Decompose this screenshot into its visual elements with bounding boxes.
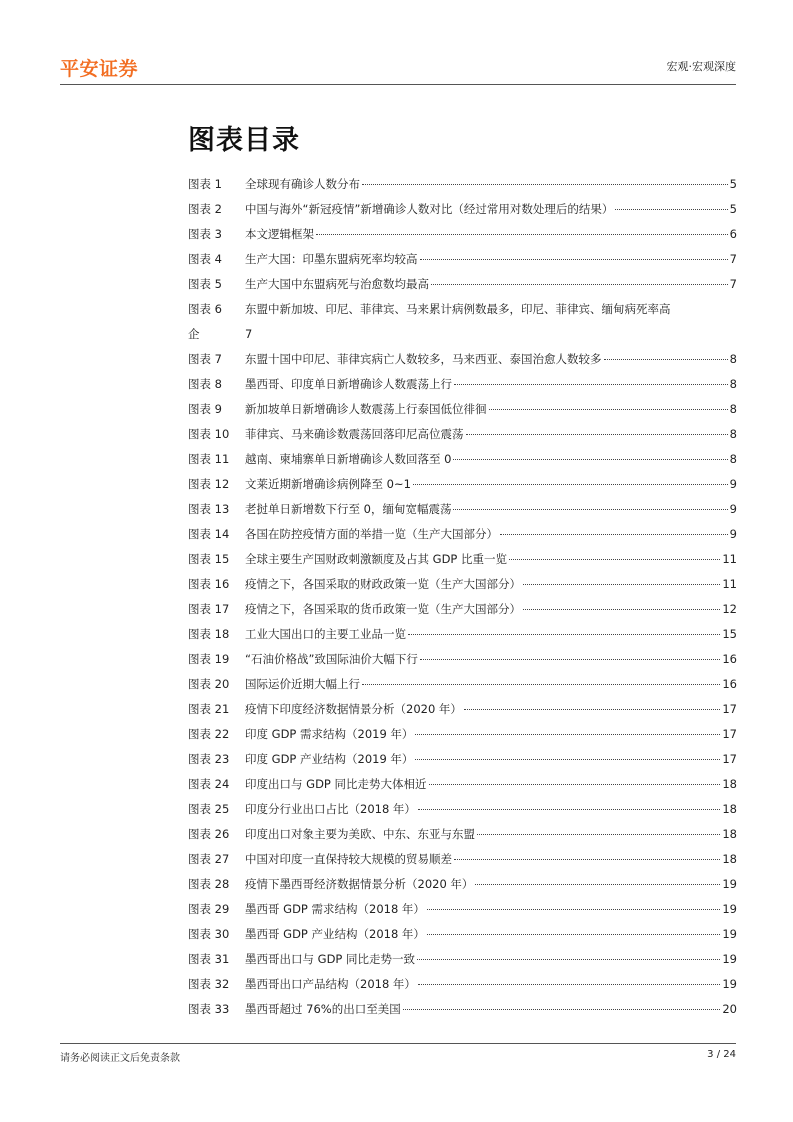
toc-leader-dots (362, 684, 720, 685)
toc-entry-page: 7 (245, 327, 253, 341)
page-title: 图表目录 (188, 125, 300, 156)
toc-entry-label: 图表 4 (188, 252, 222, 266)
toc-leader-dots (413, 484, 728, 485)
toc-entry-label: 图表 20 (188, 677, 230, 691)
toc-entry-text: 全球主要生产国财政刺激额度及占其 GDP 比重一览 (245, 552, 508, 566)
toc-entry-label: 图表 18 (188, 627, 230, 641)
toc-leader-dots (475, 884, 720, 885)
toc-entry-page: 19 (722, 902, 737, 916)
brand-logo: 平安证券 (60, 58, 139, 80)
toc-entry-page: 12 (722, 602, 737, 616)
toc-leader-dots (408, 634, 720, 635)
toc-entry-page: 6 (729, 227, 737, 241)
toc-entry[interactable] (188, 172, 737, 197)
toc-entry[interactable] (188, 822, 737, 847)
toc-entry-text: 生产大国：印墨东盟病死率均较高 (245, 252, 418, 266)
toc-entry[interactable] (188, 197, 737, 222)
toc-entry-label: 图表 29 (188, 902, 230, 916)
toc-leader-dots (523, 584, 720, 585)
toc-entry-text: 墨西哥出口产品结构（2018 年） (245, 977, 416, 991)
toc-entry[interactable] (188, 672, 737, 697)
toc-entry-text: 疫情之下，各国采取的货币政策一览（生产大国部分） (245, 602, 521, 616)
toc-entry-label: 图表 2 (188, 202, 222, 216)
toc-entry-text: 中国对印度一直保持较大规模的贸易顺差 (245, 852, 452, 866)
toc-entry-text: 疫情下墨西哥经济数据情景分析（2020 年） (245, 877, 474, 891)
toc-entry[interactable] (188, 547, 737, 572)
toc-leader-dots (489, 409, 728, 410)
toc-entry-text: 新加坡单日新增确诊人数震荡上行泰国低位徘徊 (245, 402, 487, 416)
toc-entry-label: 图表 33 (188, 1002, 230, 1016)
toc-entry-page: 8 (729, 452, 737, 466)
toc-entry[interactable] (188, 622, 737, 647)
toc-entry-label: 图表 26 (188, 827, 230, 841)
toc-leader-dots (417, 959, 720, 960)
toc-entry[interactable] (188, 597, 737, 622)
toc-entry-label: 图表 11 (188, 452, 230, 466)
table-of-figures (188, 172, 737, 1022)
toc-entry-text: 全球现有确诊人数分布 (245, 177, 360, 191)
toc-entry[interactable] (188, 922, 737, 947)
toc-entry-label: 图表 7 (188, 352, 222, 366)
toc-entry-page: 9 (729, 502, 737, 516)
toc-entry-text: 墨西哥、印度单日新增确诊人数震荡上行 (245, 377, 452, 391)
toc-leader-dots (418, 809, 720, 810)
toc-entry[interactable] (188, 222, 737, 247)
toc-entry-page: 7 (729, 252, 737, 266)
toc-leader-dots (454, 384, 728, 385)
toc-entry-page: 18 (722, 802, 737, 816)
toc-entry-line (188, 322, 737, 347)
toc-entry[interactable] (188, 272, 737, 297)
toc-entry[interactable] (188, 397, 737, 422)
toc-entry-page: 20 (722, 1002, 737, 1016)
toc-entry-text: 墨西哥超过 76%的出口至美国 (245, 1002, 401, 1016)
toc-entry-text-continued: 企 (188, 327, 200, 341)
toc-entry-label: 图表 5 (188, 277, 222, 291)
toc-leader-dots (403, 1009, 721, 1010)
toc-entry[interactable] (188, 247, 737, 272)
toc-leader-dots (615, 209, 727, 210)
toc-entry-text: 生产大国中东盟病死与治愈数均最高 (245, 277, 429, 291)
toc-entry-text: 印度出口与 GDP 同比走势大体相近 (245, 777, 427, 791)
toc-entry-page: 17 (722, 752, 737, 766)
toc-leader-dots (431, 284, 728, 285)
toc-entry-label: 图表 23 (188, 752, 230, 766)
toc-entry-text: 菲律宾、马来确诊数震荡回落印尼高位震荡 (245, 427, 464, 441)
toc-entry-label: 图表 1 (188, 177, 222, 191)
page-number: 3 / 24 (707, 1049, 736, 1060)
toc-entry-page: 8 (729, 377, 737, 391)
toc-entry-page: 5 (729, 202, 737, 216)
toc-entry-label: 图表 17 (188, 602, 230, 616)
toc-entry-page: 9 (729, 477, 737, 491)
toc-entry-label: 图表 16 (188, 577, 230, 591)
toc-entry[interactable] (188, 447, 737, 472)
toc-entry[interactable] (188, 747, 737, 772)
toc-entry[interactable] (188, 697, 737, 722)
toc-entry-label: 图表 10 (188, 427, 230, 441)
toc-entry-line (188, 297, 737, 322)
toc-entry-label: 图表 31 (188, 952, 230, 966)
toc-entry-page: 19 (722, 877, 737, 891)
toc-entry-text: 印度出口对象主要为美欧、中东、东亚与东盟 (245, 827, 475, 841)
toc-entry-page: 7 (729, 277, 737, 291)
toc-entry[interactable] (188, 372, 737, 397)
toc-leader-dots (500, 534, 728, 535)
toc-entry[interactable] (188, 497, 737, 522)
toc-leader-dots (427, 909, 720, 910)
toc-entry-page: 11 (722, 552, 737, 566)
toc-leader-dots (420, 659, 720, 660)
toc-entry-page: 16 (722, 652, 737, 666)
toc-leader-dots (415, 734, 720, 735)
header-divider (60, 84, 736, 85)
toc-entry[interactable] (188, 472, 737, 497)
toc-leader-dots (420, 259, 728, 260)
toc-entry-label: 图表 24 (188, 777, 230, 791)
toc-entry-label: 图表 28 (188, 877, 230, 891)
toc-entry-label: 图表 30 (188, 927, 230, 941)
toc-entry-label: 图表 9 (188, 402, 222, 416)
toc-leader-dots (466, 434, 728, 435)
toc-leader-dots (604, 359, 728, 360)
toc-entry-text: 疫情下印度经济数据情景分析（2020 年） (245, 702, 462, 716)
toc-entry-page: 19 (722, 952, 737, 966)
toc-entry-page: 9 (729, 527, 737, 541)
toc-entry-text: 疫情之下，各国采取的财政政策一览（生产大国部分） (245, 577, 521, 591)
toc-entry-page: 19 (722, 927, 737, 941)
toc-entry-text: 本文逻辑框架 (245, 227, 314, 241)
toc-leader-dots (453, 509, 727, 510)
toc-entry-text: 中国与海外“新冠疫情”新增确诊人数对比（经过常用对数处理后的结果） (245, 202, 614, 216)
toc-leader-dots (454, 859, 720, 860)
toc-entry-page: 18 (722, 827, 737, 841)
toc-entry[interactable] (188, 422, 737, 447)
toc-entry-text: 东盟十国中印尼、菲律宾病亡人数较多，马来西亚、泰国治愈人数较多 (245, 352, 602, 366)
toc-entry-page: 8 (729, 402, 737, 416)
toc-leader-dots (477, 834, 720, 835)
toc-entry-text: 各国在防控疫情方面的举措一览（生产大国部分） (245, 527, 498, 541)
toc-entry-page: 17 (722, 727, 737, 741)
toc-entry-label: 图表 14 (188, 527, 230, 541)
toc-leader-dots (523, 609, 720, 610)
toc-entry-label: 图表 8 (188, 377, 222, 391)
toc-entry-label: 图表 22 (188, 727, 230, 741)
toc-leader-dots (415, 759, 720, 760)
toc-entry-label: 图表 32 (188, 977, 230, 991)
toc-entry-text: 墨西哥出口与 GDP 同比走势一致 (245, 952, 416, 966)
toc-entry[interactable] (188, 897, 737, 922)
toc-entry-text: 国际运价近期大幅上行 (245, 677, 360, 691)
toc-entry-text: 工业大国出口的主要工业品一览 (245, 627, 406, 641)
toc-entry-label: 图表 3 (188, 227, 222, 241)
toc-entry-label: 图表 21 (188, 702, 230, 716)
toc-entry-label: 图表 15 (188, 552, 230, 566)
toc-entry-label: 图表 13 (188, 502, 230, 516)
toc-entry-label: 图表 25 (188, 802, 230, 816)
toc-entry[interactable] (188, 522, 737, 547)
toc-entry-page: 8 (729, 352, 737, 366)
toc-entry[interactable] (188, 972, 737, 997)
toc-entry-text: 印度 GDP 产业结构（2019 年） (245, 752, 414, 766)
toc-entry-label: 图表 6 (188, 302, 222, 316)
toc-entry-page: 18 (722, 852, 737, 866)
toc-entry-text: 越南、柬埔寨单日新增确诊人数回落至 0 (245, 452, 452, 466)
toc-leader-dots (429, 784, 721, 785)
toc-entry[interactable] (188, 347, 737, 372)
toc-entry-page: 11 (722, 577, 737, 591)
toc-entry-page: 5 (729, 177, 737, 191)
toc-entry[interactable] (188, 997, 737, 1022)
footer-divider (60, 1043, 736, 1044)
toc-entry-page: 19 (722, 977, 737, 991)
toc-entry[interactable] (188, 797, 737, 822)
toc-entry-text: “石油价格战”致国际油价大幅下行 (245, 652, 418, 666)
toc-entry[interactable] (188, 572, 737, 597)
toc-entry-label: 图表 12 (188, 477, 230, 491)
toc-entry-label: 图表 27 (188, 852, 230, 866)
toc-leader-dots (418, 984, 720, 985)
toc-entry[interactable] (188, 947, 737, 972)
toc-leader-dots (316, 234, 728, 235)
toc-leader-dots (464, 709, 720, 710)
toc-entry-page: 16 (722, 677, 737, 691)
toc-entry-page: 18 (722, 777, 737, 791)
toc-entry-label: 图表 19 (188, 652, 230, 666)
section-label: 宏观·宏观深度 (666, 60, 736, 73)
toc-entry-text: 印度 GDP 需求结构（2019 年） (245, 727, 414, 741)
footer-disclaimer: 请务必阅读正文后免责条款 (60, 1053, 180, 1064)
toc-entry[interactable] (188, 722, 737, 747)
toc-entry-page: 8 (729, 427, 737, 441)
toc-entry-text: 东盟中新加坡、印尼、菲律宾、马来累计病例数最多，印尼、菲律宾、缅甸病死率高 (245, 302, 671, 316)
toc-leader-dots (362, 184, 728, 185)
toc-entry-text: 墨西哥 GDP 产业结构（2018 年） (245, 927, 425, 941)
toc-entry-text: 印度分行业出口占比（2018 年） (245, 802, 416, 816)
toc-entry-text: 老挝单日新增数下行至 0，缅甸宽幅震荡 (245, 502, 452, 516)
toc-leader-dots (509, 559, 720, 560)
toc-entry-page: 17 (722, 702, 737, 716)
toc-leader-dots (453, 459, 727, 460)
toc-entry[interactable] (188, 297, 737, 347)
toc-entry[interactable] (188, 872, 737, 897)
toc-entry-page: 15 (722, 627, 737, 641)
toc-entry[interactable] (188, 847, 737, 872)
toc-leader-dots (427, 934, 720, 935)
toc-entry-text: 墨西哥 GDP 需求结构（2018 年） (245, 902, 425, 916)
toc-entry[interactable] (188, 647, 737, 672)
toc-entry[interactable] (188, 772, 737, 797)
toc-entry-text: 文莱近期新增确诊病例降至 0~1 (245, 477, 411, 491)
